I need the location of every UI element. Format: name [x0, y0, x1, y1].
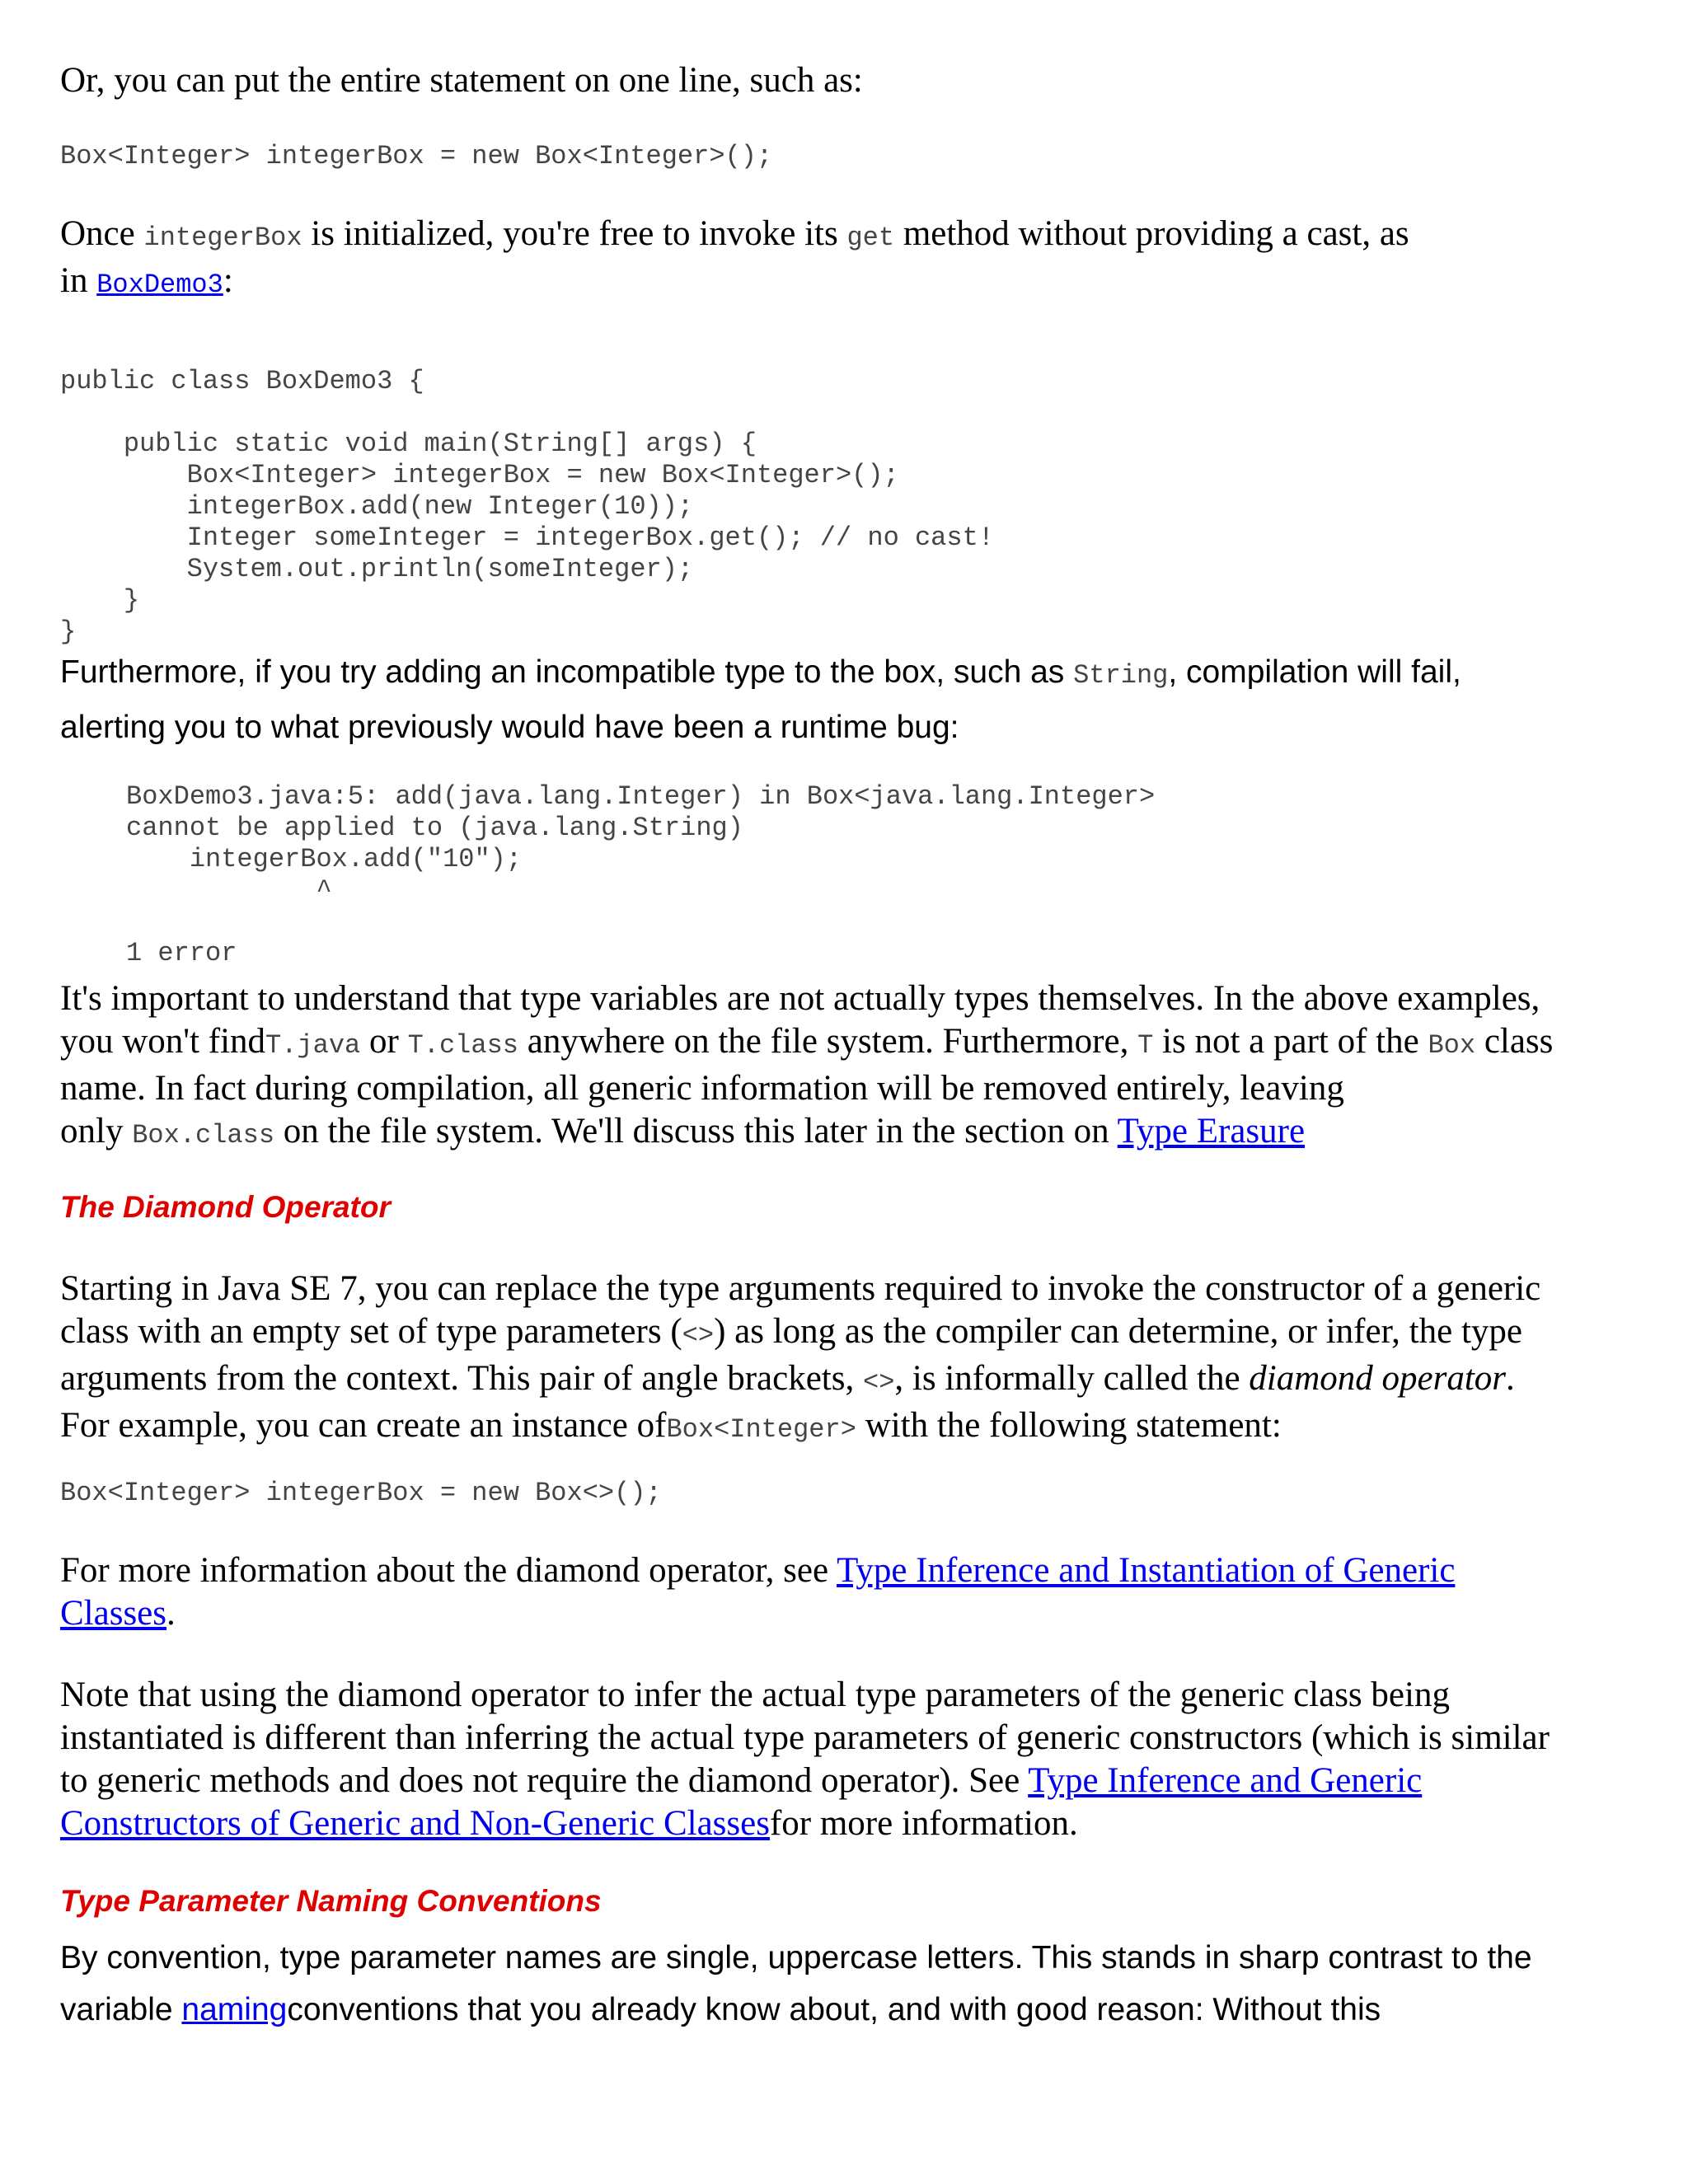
inline-code: Box.class — [132, 1120, 275, 1151]
code-line — [60, 397, 1651, 429]
text: class — [1475, 1022, 1554, 1061]
text: instantiated is different than inferring the actual type parameters of generic constructors (which is similar — [60, 1718, 1550, 1757]
code-line — [126, 907, 1651, 938]
text: or — [360, 1022, 408, 1061]
section-heading-diamond-operator: The Diamond Operator — [60, 1190, 391, 1224]
inline-code: String — [1073, 660, 1169, 691]
code-compiler-error — [126, 781, 1651, 969]
code-line: } — [60, 616, 77, 647]
text: It's important to understand that type variables are not actually types themselves. In the above examples, — [60, 979, 1540, 1018]
text: is initialized, you're free to invoke its — [302, 214, 847, 253]
text: : — [223, 261, 233, 300]
type-inference-generic-constructors-link-cont[interactable]: Constructors of Generic and Non-Generic Classes — [60, 1804, 770, 1843]
get-method-paragraph — [60, 213, 1651, 307]
code-line: 1 error — [126, 938, 237, 968]
code-line: Box<Integer> integerBox = new Box<Integer>(); — [60, 460, 899, 490]
text: Furthermore, if you try adding an incompatible type to the box, such as — [60, 654, 1074, 690]
code-one-line-statement: Box<Integer> integerBox = new Box<Integer>(); — [60, 141, 773, 171]
text: on the file system. We'll discuss this later in the section on — [274, 1112, 1118, 1151]
text: you won't find — [60, 1022, 266, 1061]
text: , compilation will fail, — [1168, 654, 1461, 690]
text: method without providing a cast, as — [894, 214, 1409, 253]
type-inference-instantiation-link[interactable]: Type Inference and Instantiation of Generic — [837, 1551, 1456, 1590]
text: in — [60, 261, 97, 300]
type-variables-paragraph — [60, 977, 1651, 1157]
text: . — [1506, 1359, 1515, 1398]
text: arguments from the context. This pair of angle brackets, — [60, 1359, 863, 1398]
code-line: BoxDemo3.java:5: add(java.lang.Integer) in Box<java.lang.Integer> — [126, 781, 1156, 812]
text: class with an empty set of type parameters ( — [60, 1312, 682, 1351]
type-inference-generic-constructors-link[interactable]: Type Inference and Generic — [1028, 1761, 1423, 1800]
code-line: public class BoxDemo3 { — [60, 366, 424, 396]
inline-code: Box<Integer> — [666, 1414, 856, 1445]
code-diamond-statement: Box<Integer> integerBox = new Box<>(); — [60, 1478, 662, 1508]
text: conventions that you already know about, and with good reason: Without this — [287, 1992, 1381, 2027]
boxdemo3-link[interactable]: BoxDemo3 — [96, 269, 223, 300]
naming-link[interactable]: naming — [181, 1992, 288, 2027]
code-line: cannot be applied to (java.lang.String) — [126, 813, 743, 843]
note-paragraph — [60, 1674, 1651, 1845]
more-info-paragraph — [60, 1549, 1651, 1635]
code-line: integerBox.add("10"); — [126, 844, 523, 874]
text: name. In fact during compilation, all generic information will be removed entirely, leaving — [60, 1069, 1344, 1108]
code-line: } — [60, 585, 140, 616]
inline-code: Box — [1428, 1030, 1476, 1061]
text: Starting in Java SE 7, you can replace the type arguments required to invoke the constructor of a generic — [60, 1269, 1541, 1308]
code-line: Integer someInteger = integerBox.get(); // no cast! — [60, 523, 994, 553]
inline-code: get — [846, 223, 895, 253]
naming-conventions-paragraph — [60, 1932, 1651, 2036]
text: alerting you to what previously would have been a runtime bug: — [60, 710, 959, 745]
text: is not a part of the — [1153, 1022, 1428, 1061]
type-inference-instantiation-link-cont[interactable]: Classes — [60, 1594, 166, 1633]
text: . — [166, 1594, 176, 1633]
emphasis: diamond operator — [1249, 1359, 1507, 1398]
text: , is informally called the — [894, 1359, 1250, 1398]
code-line: ^ — [126, 875, 332, 906]
text: By convention, type parameter names are single, uppercase letters. This stands in sharp contrast to the — [60, 1940, 1532, 1975]
text: only — [60, 1112, 133, 1151]
section-heading-naming-conventions: Type Parameter Naming Conventions — [60, 1884, 602, 1918]
code-line: integerBox.add(new Integer(10)); — [60, 491, 694, 522]
text: Note that using the diamond operator to infer the actual type parameters of the generic class being — [60, 1675, 1450, 1714]
text: with the following statement: — [856, 1406, 1282, 1445]
code-boxdemo3-listing — [60, 366, 1651, 648]
text: for more information. — [769, 1804, 1078, 1843]
diamond-operator-paragraph — [60, 1268, 1651, 1451]
text: anywhere on the file system. Furthermore, — [518, 1022, 1138, 1061]
intro-paragraph: Or, you can put the entire statement on one line, such as: — [60, 61, 863, 100]
text: to generic methods and does not require the diamond operator). See — [60, 1761, 1029, 1800]
text: variable — [60, 1992, 182, 2027]
code-line: System.out.println(someInteger); — [60, 554, 694, 584]
inline-code: <> — [863, 1367, 895, 1398]
text: Once — [60, 214, 144, 253]
type-erasure-link[interactable]: Type Erasure — [1117, 1112, 1306, 1151]
inline-code: T.class — [407, 1030, 518, 1061]
text: For example, you can create an instance of — [60, 1406, 667, 1445]
inline-code: T.java — [265, 1030, 361, 1061]
inline-code: integerBox — [143, 223, 302, 253]
code-line: public static void main(String[] args) { — [60, 429, 757, 459]
inline-code: T — [1137, 1030, 1154, 1061]
inline-code: <> — [682, 1320, 715, 1351]
text: ) as long as the compiler can determine, or infer, the type — [714, 1312, 1522, 1351]
text: For more information about the diamond operator, see — [60, 1551, 837, 1590]
compilation-fail-paragraph — [60, 646, 1651, 753]
